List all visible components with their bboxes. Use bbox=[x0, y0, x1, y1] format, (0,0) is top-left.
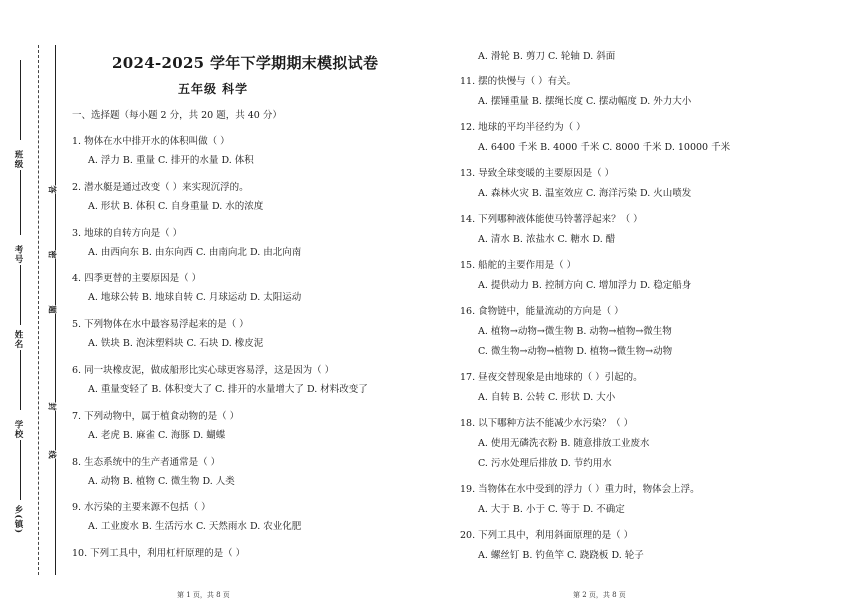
seal-char-question: 题 bbox=[47, 305, 58, 314]
question-options: A. 使用无磷洗衣粉 B. 随意排放工业废水 bbox=[478, 438, 650, 449]
question-options: C. 污水处理后排放 D. 节约用水 bbox=[478, 458, 612, 469]
question-options: A. 老虎 B. 麻雀 C. 海豚 D. 蝴蝶 bbox=[88, 429, 226, 441]
question-text: 5. 下列物体在水中最容易浮起来的是（ ） bbox=[72, 319, 249, 331]
field-blank-class bbox=[20, 60, 21, 140]
question-text: 18. 以下哪种方法不能减少水污染？（ ） bbox=[460, 418, 634, 429]
question-text: 7. 下列动物中，属于植食动物的是（ ） bbox=[72, 410, 240, 422]
carry-over-options: A. 滑轮 B. 剪刀 C. 轮轴 D. 斜面 bbox=[478, 51, 616, 62]
seal-char-line: 线 bbox=[47, 450, 58, 459]
question-options: A. 由西向东 B. 由东向西 C. 由南向北 D. 由北向南 bbox=[88, 246, 302, 258]
section-heading: 一、选择题（每小题 2 分，共 20 题，共 40 分） bbox=[72, 110, 282, 121]
outer-dashed-line bbox=[38, 45, 39, 575]
field-blank-school bbox=[20, 350, 21, 410]
question-text: 8. 生态系统中的生产者通常是（ ） bbox=[72, 456, 221, 468]
question-options: A. 清水 B. 浓盐水 C. 糖水 D. 醋 bbox=[478, 234, 616, 245]
seal-char-secret: 密 bbox=[47, 250, 58, 259]
question-text: 12. 地球的平均半径约为（ ） bbox=[460, 122, 586, 133]
field-name: 姓名 bbox=[13, 330, 23, 349]
question-options: A. 重量变轻了 B. 体积变大了 C. 排开的水量增大了 D. 材料改变了 bbox=[88, 384, 368, 395]
seal-char-answer: 答 bbox=[47, 185, 58, 194]
question-options: A. 森林火灾 B. 温室效应 C. 海洋污染 D. 火山喷发 bbox=[478, 188, 692, 199]
question-text: 2. 潜水艇是通过改变（ ）来实现沉浮的。 bbox=[72, 181, 249, 193]
question-options: A. 摆锤重量 B. 摆绳长度 C. 摆动幅度 D. 外力大小 bbox=[478, 96, 692, 107]
question-text: 16. 食物链中，能量流动的方向是（ ） bbox=[460, 306, 624, 317]
field-exam-number: 考号 bbox=[13, 245, 23, 264]
question-options: A. 自转 B. 公转 C. 形状 D. 大小 bbox=[478, 392, 616, 403]
question-options: A. 动物 B. 植物 C. 微生物 D. 人类 bbox=[88, 475, 235, 487]
field-school: 学校 bbox=[13, 420, 23, 439]
question-options: C. 微生物→动物→植物 D. 植物→微生物→动物 bbox=[478, 346, 673, 357]
question-options: A. 螺丝钉 B. 钓鱼竿 C. 跷跷板 D. 轮子 bbox=[478, 550, 644, 561]
question-options: A. 提供动力 B. 控制方向 C. 增加浮力 D. 稳定船身 bbox=[478, 280, 692, 291]
question-text: 11. 摆的快慢与（ ）有关。 bbox=[460, 76, 577, 87]
question-text: 15. 船舵的主要作用是（ ） bbox=[460, 260, 577, 271]
exam-title: 2024-2025 学年下学期期末模拟试卷 bbox=[112, 54, 379, 72]
page-footer-left: 第 1 页，共 8 页 bbox=[177, 591, 230, 599]
question-text: 13. 导致全球变暖的主要原因是（ ） bbox=[460, 168, 615, 179]
question-options: A. 工业废水 B. 生活污水 C. 天然雨水 D. 农业化肥 bbox=[88, 521, 302, 533]
question-text: 3. 地球的自转方向是（ ） bbox=[72, 227, 183, 239]
question-options: A. 植物→动物→微生物 B. 动物→植物→微生物 bbox=[478, 326, 672, 337]
question-text: 4. 四季更替的主要原因是（ ） bbox=[72, 273, 202, 285]
question-options: A. 形状 B. 体积 C. 自身重量 D. 水的浓度 bbox=[88, 200, 264, 212]
field-blank-township bbox=[20, 440, 21, 500]
field-blank-name bbox=[20, 265, 21, 325]
question-text: 17. 昼夜交替现象是由地球的（ ）引起的。 bbox=[460, 372, 643, 383]
question-options: A. 浮力 B. 重量 C. 排开的水量 D. 体积 bbox=[88, 155, 254, 166]
seal-char-seal: 封 bbox=[47, 402, 58, 411]
field-township: 乡(镇) bbox=[13, 505, 23, 535]
question-options: A. 地球公转 B. 地球自转 C. 月球运动 D. 太阳运动 bbox=[88, 292, 302, 304]
page-footer-right: 第 2 页，共 8 页 bbox=[573, 591, 626, 599]
question-text: 20. 下列工具中，利用斜面原理的是（ ） bbox=[460, 530, 634, 541]
field-blank-exam-number bbox=[20, 170, 21, 235]
question-text: 19. 当物体在水中受到的浮力（ ）重力时，物体会上浮。 bbox=[460, 484, 700, 495]
exam-subtitle: 五年级 科学 bbox=[178, 82, 249, 96]
field-class: 班级 bbox=[13, 150, 23, 169]
question-options: A. 铁块 B. 泡沫塑料块 C. 石块 D. 橡皮泥 bbox=[88, 338, 264, 350]
question-options: A. 6400 千米 B. 4000 千米 C. 8000 千米 D. 10000 千米 bbox=[478, 142, 731, 153]
question-text: 9. 水污染的主要来源不包括（ ） bbox=[72, 502, 211, 514]
question-text: 6. 同一块橡皮泥，做成船形比实心球更容易浮，这是因为（ ） bbox=[72, 365, 335, 376]
question-text: 14. 下列哪种液体能使马铃薯浮起来？（ ） bbox=[460, 214, 643, 225]
question-text: 1. 物体在水中排开水的体积叫做（ ） bbox=[72, 136, 230, 147]
question-options: A. 大于 B. 小于 C. 等于 D. 不确定 bbox=[478, 504, 625, 515]
question-text: 10. 下列工具中，利用杠杆原理的是（ ） bbox=[72, 548, 246, 560]
